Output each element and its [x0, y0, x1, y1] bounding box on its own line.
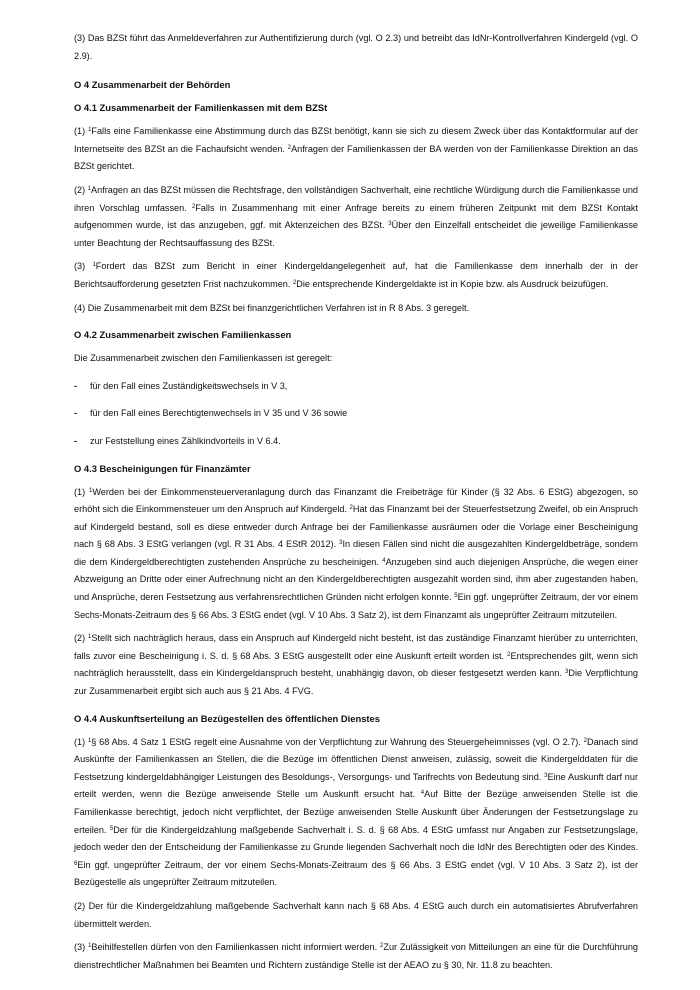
sentence-number: 1	[89, 487, 93, 494]
text-run: Ein ggf. ungeprüfter Zeitraum, der vor einem Sechs-Monats-Zeitraum des § 66 Abs. 3 EStG endet (vgl. V 10 Abs. 3 Satz 2), ist der Bezügestelle als ungeprüfter Zeitraum mitzuteilen.	[74, 859, 638, 888]
sentence-number: 5	[109, 825, 114, 832]
text-run: Anzugeben sind auch diejenigen Ansprüche, die wegen einer Abzweigung an Dritte oder einer Aufrechnung nicht an den Kindergeldberechtigten ausgezahlt worden sind, ihm aber zugestanden haben, und Ansprüche, deren Festsetzung aus verfahrensrechtlichen Gründen nicht erfolgen konnte.	[74, 556, 638, 603]
list-item-text: für den Fall eines Zuständigkeitswechsels in V 3,	[90, 380, 288, 391]
text-run: Falls in Zusammenhang mit einer Anfrage bereits zu einem früheren Zeitpunkt mit dem BZSt Kontakt aufgenommen wurde, ist das anzugeben, ggf. mit Aktenzeichen des BZSt.	[74, 202, 638, 231]
text-run: Fordert das BZSt zum Bericht in einer Kindergeldangelegenheit auf, hat die Familienkasse dem innerhalb der in der Berichtsaufforderung gesetzten Frist nachzukommen.	[74, 261, 638, 289]
text-run: Auf Bitte der Bezüge anweisenden Stelle ist die Familienkasse berechtigt, jedoch nicht verpflichtet, der Bezüge anweisenden Stelle Auskunft über Änderungen der Festsetzungslage zu erteilen.	[74, 789, 638, 835]
text-run: Danach sind Auskünfte der Familienkassen an Stellen, die die Bezüge im öffentlichen Dienst anweisen, zulässig, soweit die Kindergelddaten für die Festsetzung kindergeldabhängiger Leistungen des Besoldungs-, Versorgungs- und Tarifrechts von Bedeutung sind.	[74, 736, 638, 782]
sentence-number: 3	[388, 221, 392, 228]
text-run: Hat das Finanzamt bei der Steuerfestsetzung Zweifel, ob ein Anspruch auf Kindergeld bestand, soll es diese entweder durch Anfrage bei der Familienkasse ausräumen oder die Vorlage einer Bescheinigung nach § 68 Abs. 3 EStG verlangen (vgl. R 31 Abs. 4 EStR 2012).	[74, 504, 638, 550]
paragraph-o4-4-1	[74, 734, 638, 892]
text-run: (1)	[74, 126, 89, 137]
text-run: Stellt sich nachträglich heraus, dass ein Anspruch auf Kindergeld nicht besteht, ist das zuständige Finanzamt hierüber zu unterrichten, falls zuvor eine Bescheinigung i. S. d. § 68 Abs. 3 EStG ausgestellt oder eine Auskunft erteilt worden ist.	[74, 633, 639, 661]
list-item	[74, 433, 638, 451]
text-run: Falls eine Familienkasse eine Abstimmung durch das BZSt benötigt, kann sie sich zu diesem Zweck über das Kontaktformular auf der Internetseite des BZSt an die Fachaufsicht wenden.	[74, 126, 639, 154]
text-run: (1)	[74, 486, 90, 497]
paragraph-o4-1-2	[74, 182, 638, 252]
text-run: (3)	[74, 942, 89, 953]
text-run: (4) Die Zusammenarbeit mit dem BZSt bei finanzgerichtlichen Verfahren ist in R 8 Abs. 3 geregelt.	[74, 302, 470, 313]
list-item-text: zur Feststellung eines Zählkindvorteils in V 6.4.	[90, 435, 281, 446]
text-run: (3)	[74, 261, 93, 272]
sentence-number: 6	[74, 860, 78, 867]
text-run: Werden bei der Einkommensteuerveranlagung durch das Finanzamt die Freibeträge für Kinder (§ 32 Abs. 6 EStG) abgezogen, so erhöht sich die Einkommensteuer um den Anspruch auf Kindergeld.	[74, 486, 639, 515]
text-run: (2)	[74, 184, 88, 195]
text-run: Ein ggf. ungeprüfter Zeitraum, der vor einem Sechs-Monats-Zeitraum des § 66 Abs. 3 EStG endet (vgl. V 10 Abs. 3 Satz 2), ist dem Finanzamt als ungeprüfter Zeitraum mitzuteilen.	[74, 592, 638, 620]
list-item	[74, 378, 638, 396]
sentence-number: 1	[88, 943, 92, 950]
paragraph-o4-2-lead: Die Zusammenarbeit zwischen den Familienkassen ist geregelt:	[74, 353, 333, 364]
text-run: In diesen Fällen sind nicht die ausgezahlten Kindergeldbeträge, sondern die dem Kindergeldberechtigten zustehenden Ansprüche zu bescheinigen.	[74, 539, 639, 567]
section-heading-o4-1: O 4.1 Zusammenarbeit der Familienkassen mit dem BZSt	[74, 102, 328, 114]
bullet-marker: -	[74, 408, 78, 419]
sentence-number: 3	[565, 669, 569, 676]
sentence-number: 2	[583, 737, 587, 744]
sentence-number: 2	[507, 651, 511, 658]
text-run: (1)	[74, 736, 88, 747]
sentence-number: 1	[87, 737, 92, 744]
list-o4-2	[74, 378, 638, 451]
sentence-number: 4	[382, 557, 386, 564]
text-run: Zur Zulässigkeit von Mitteilungen an eine für die Durchführung dienstrechtlicher Maßnahmen bei Beamten und Richtern zuständige Stelle ist der AEAO zu § 30, Nr. 11.8 zu beachten.	[74, 942, 638, 970]
text-run: (2) Der für die Kindergeldzahlung maßgebende Sachverhalt kann nach § 68 Abs. 4 EStG auch durch ein automatisiertes Abrufverfahren übermittelt werden.	[74, 900, 638, 929]
paragraph-o4-3-1	[74, 484, 638, 625]
paragraph-o4-1-1	[74, 123, 638, 176]
text-run: Über den Einzelfall entscheidet die jeweilige Familienkasse unter Beachtung der Rechtsauffassung des BZSt.	[74, 220, 639, 248]
sentence-number: 1	[88, 127, 92, 134]
paragraph-o4-4-3	[74, 939, 638, 974]
sentence-number: 2	[191, 203, 196, 210]
list-item	[74, 405, 638, 423]
sentence-number: 4	[420, 790, 425, 797]
paragraph-o4-1-3	[74, 258, 638, 293]
paragraph-o4-4-2	[74, 898, 638, 933]
section-heading-o4-2: O 4.2 Zusammenarbeit zwischen Familienkassen	[74, 329, 292, 341]
text-run: (2)	[74, 633, 89, 644]
section-heading-o4: O 4 Zusammenarbeit der Behörden	[74, 79, 231, 91]
sentence-number: 1	[92, 262, 96, 269]
text-run: Die Verpflichtung zur Zusammenarbeit ergibt sich auch aus § 21 Abs. 4 FVG.	[74, 668, 638, 697]
list-item-text: für den Fall eines Berechtigtenwechsels in V 35 und V 36 sowie	[90, 408, 348, 419]
text-run: Die entsprechende Kindergeldakte ist in Kopie bzw. als Ausdruck beizufügen.	[296, 278, 609, 289]
bullet-marker: -	[74, 435, 78, 446]
text-run: Anfragen der Familienkassen der BA werden von der Familienkasse Direktion an das BZSt gerichtet.	[74, 143, 638, 172]
paragraph-o4-3-2	[74, 630, 638, 700]
text-run: Der für die Kindergeldzahlung maßgebende Sachverhalt i. S. d. § 68 Abs. 4 EStG umfasst nur Angaben zur Festsetzungslage, jedoch weder den der Entscheidung der Familienkasse zu Grunde liegenden Sachverhalt noch die IdNr des Berechtigten oder des Kindes.	[74, 824, 639, 853]
intro-paragraph: (3) Das BZSt führt das Anmeldeverfahren zur Authentifizierung durch (vgl. O 2.3) und betreibt das IdNr-Kontrollverfahren Kindergeld (vgl. O 2.9).	[74, 33, 638, 61]
text-run: Eine Auskunft darf nur erteilt werden, wenn die Bezüge anweisende Stelle um Auskunft ersucht hat.	[74, 771, 638, 800]
section-heading-o4-4: O 4.4 Auskunftserteilung an Bezügestellen des öffentlichen Dienstes	[74, 712, 380, 724]
sentence-number: 1	[87, 185, 92, 192]
paragraph-o4-1-4	[74, 300, 638, 318]
section-heading-o4-3: O 4.3 Bescheinigungen für Finanzämter	[74, 462, 251, 474]
sentence-number: 3	[544, 772, 548, 779]
bullet-marker: -	[74, 380, 78, 391]
text-run: Anfragen an das BZSt müssen die Rechtsfrage, den vollständigen Sachverhalt, eine rechtliche Würdigung durch die Familienkasse und ihren Vorschlag umfassen.	[74, 184, 639, 213]
sentence-number: 2	[292, 279, 297, 286]
sentence-number: 2	[287, 144, 292, 151]
sentence-number: 5	[454, 593, 458, 600]
text-run: § 68 Abs. 4 Satz 1 EStG regelt eine Ausnahme von der Verpflichtung zur Wahrung des Steuergeheimnisses (vgl. O 2.7).	[91, 736, 584, 747]
sentence-number: 1	[88, 634, 92, 641]
sentence-number: 2	[349, 505, 353, 512]
text-run: Beihilfestellen dürfen von den Familienkassen nicht informiert werden.	[91, 942, 381, 953]
text-run: Entsprechendes gilt, wenn sich nachträglich herausstellt, dass ein Kindergeldanspruch besteht, unabhängig davon, ob dieser festgesetzt werden kann.	[74, 650, 638, 679]
sentence-number: 3	[339, 540, 343, 547]
sentence-number: 2	[380, 943, 384, 950]
